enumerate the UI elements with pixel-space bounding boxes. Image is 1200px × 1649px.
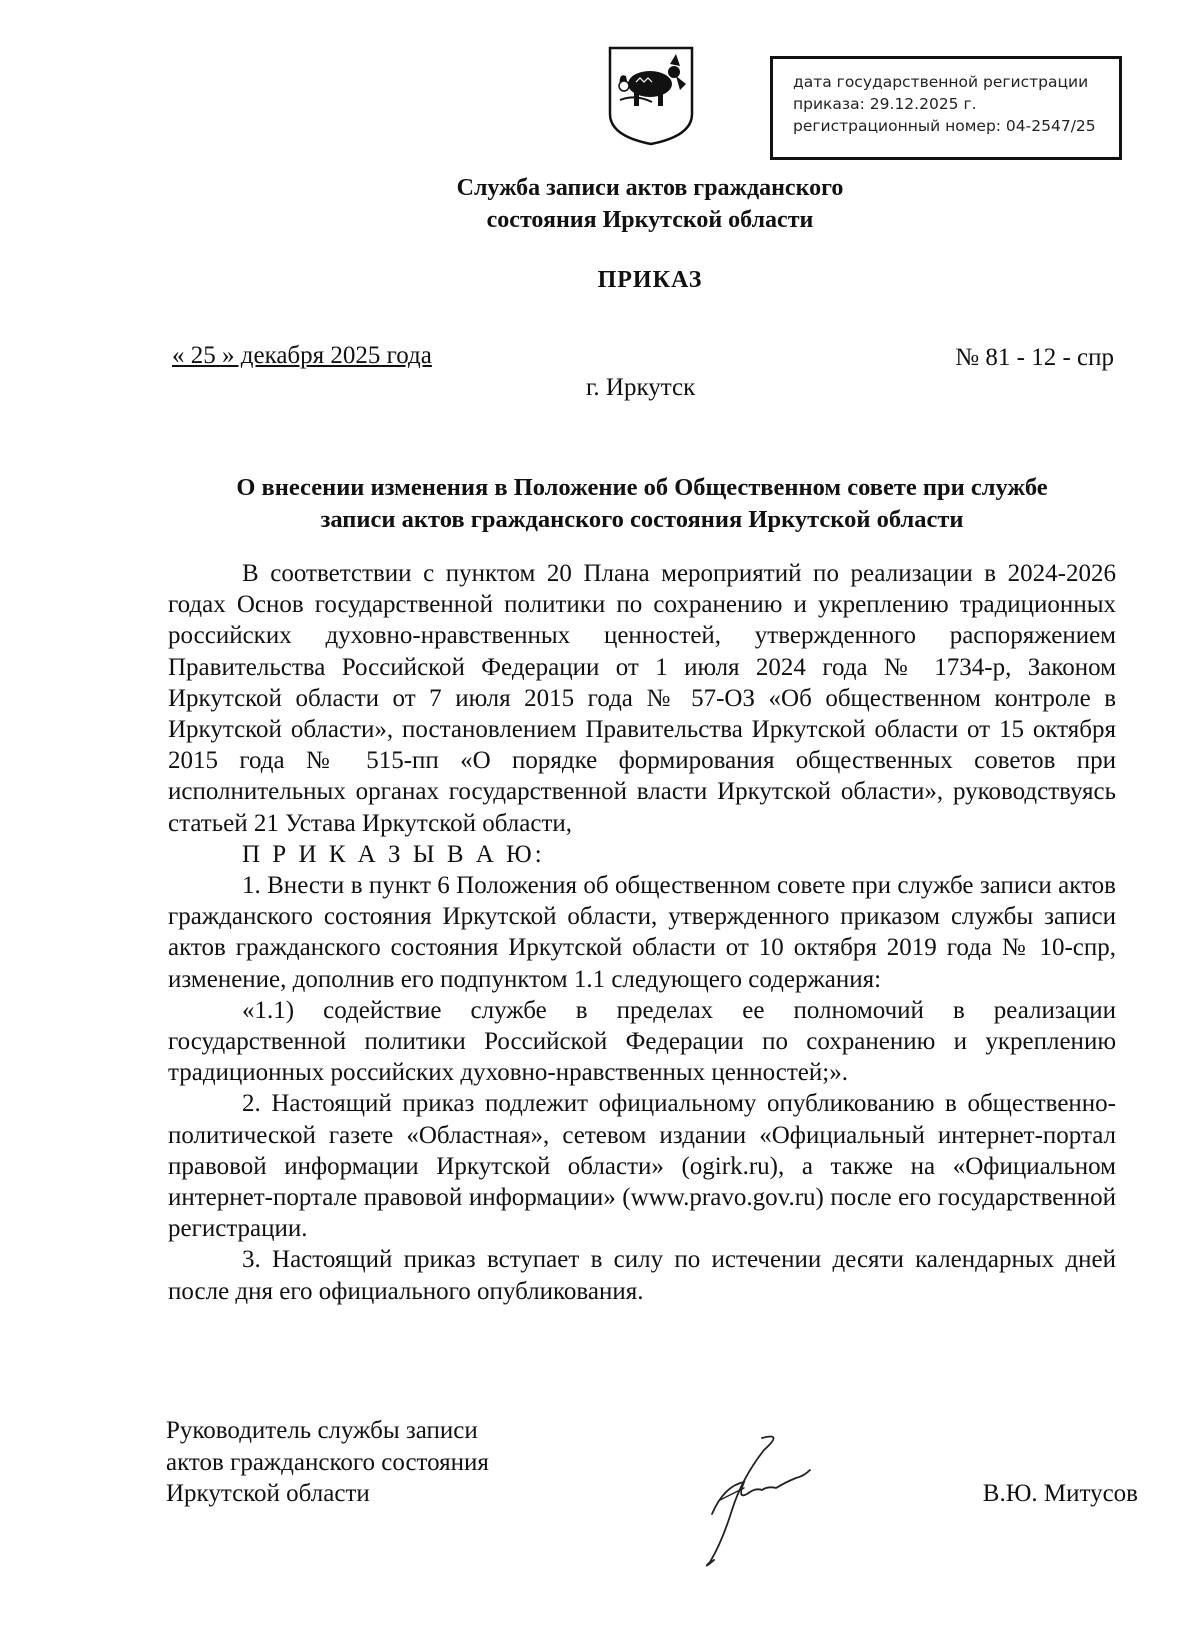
item-2-paragraph: 2. Настоящий приказ подлежит официальному опубликованию в общественно-политической газете «Областная», сетевом издании «Официальный интернет-портал правовой информации Иркутской области» (ogirk.ru), а также на «Официальном интернет-портале правовой информации» (www.pravo.gov.ru) после его государственной регистрации. xyxy=(168,1090,1116,1243)
registration-stamp xyxy=(770,56,1122,160)
order-number: № 81 - 12 - спр xyxy=(955,344,1114,371)
agency-name xyxy=(240,172,1060,236)
order-body xyxy=(168,558,1116,1307)
stamp-line-3: регистрационный номер: 04-2547/25 xyxy=(793,117,1096,135)
agency-name-line-2: состояния Иркутской области xyxy=(486,207,814,233)
signatory-position xyxy=(166,1415,489,1510)
order-title-line-2: записи актов гражданского состояния Иркутской области xyxy=(320,506,964,533)
handwritten-signature xyxy=(692,1430,832,1570)
agency-name-line-1: Служба записи актов гражданского xyxy=(456,175,844,201)
signatory-name: В.Ю. Митусов xyxy=(982,1480,1138,1507)
coat-of-arms-emblem xyxy=(606,44,696,148)
order-date: « 25 » декабря 2025 года xyxy=(172,342,432,369)
item-1-quote-paragraph: «1.1) содействие службе в пределах ее полномочий в реализации государственной политики Российской Федерации по сохранению и укреплению традиционных российских духовно-нравственных ценностей;». xyxy=(168,996,1116,1087)
order-title-line-1: О внесении изменения в Положение об Общественном совете при службе xyxy=(236,474,1048,501)
stamp-line-2: приказа: 29.12.2025 г. xyxy=(793,95,977,113)
order-city: г. Иркутск xyxy=(586,374,696,401)
document-type-heading: ПРИКАЗ xyxy=(597,267,703,293)
signatory-position-line-1: Руководитель службы записи xyxy=(166,1417,478,1444)
item-1-paragraph: 1. Внести в пункт 6 Положения об общественном совете при службе записи актов гражданского состояния Иркутской области, утвержденного приказом службы записи актов гражданского состояния Иркутской области от 10 октября 2019 года № 10-спр, изменение, дополнив его подпунктом 1.1 следующего содержания: xyxy=(168,872,1116,993)
signatory-position-line-2: актов гражданского состояния xyxy=(166,1448,489,1476)
item-3-paragraph: 3. Настоящий приказ вступает в силу по истечении десяти календарных дней после дня его официального опубликования. xyxy=(168,1246,1116,1305)
order-keyword: П Р И К А З Ы В А Ю: xyxy=(242,840,545,868)
order-title xyxy=(172,472,1112,536)
preamble-paragraph: В соответствии с пунктом 20 Плана мероприятий по реализации в 2024-2026 годах Основ государственной политики по сохранению и укреплению традиционных российских духовно-нравственных ценностей, утвержденного распоряжением Правительства Российской Федерации от 1 июля 2024 года № 1734-р, Законом Иркутской области от 7 июля 2015 года № 57-ОЗ «Об общественном контроле в Иркутской области», постановлением Правительства Иркутской области от 15 октября 2015 года № 515-пп «О порядке формирования общественных советов при исполнительных органах государственной власти Иркутской области», руководствуясь статьей 21 Устава Иркутской области, xyxy=(168,560,1116,837)
signatory-position-line-3: Иркутской области xyxy=(166,1480,370,1507)
stamp-line-1: дата государственной регистрации xyxy=(793,73,1089,91)
